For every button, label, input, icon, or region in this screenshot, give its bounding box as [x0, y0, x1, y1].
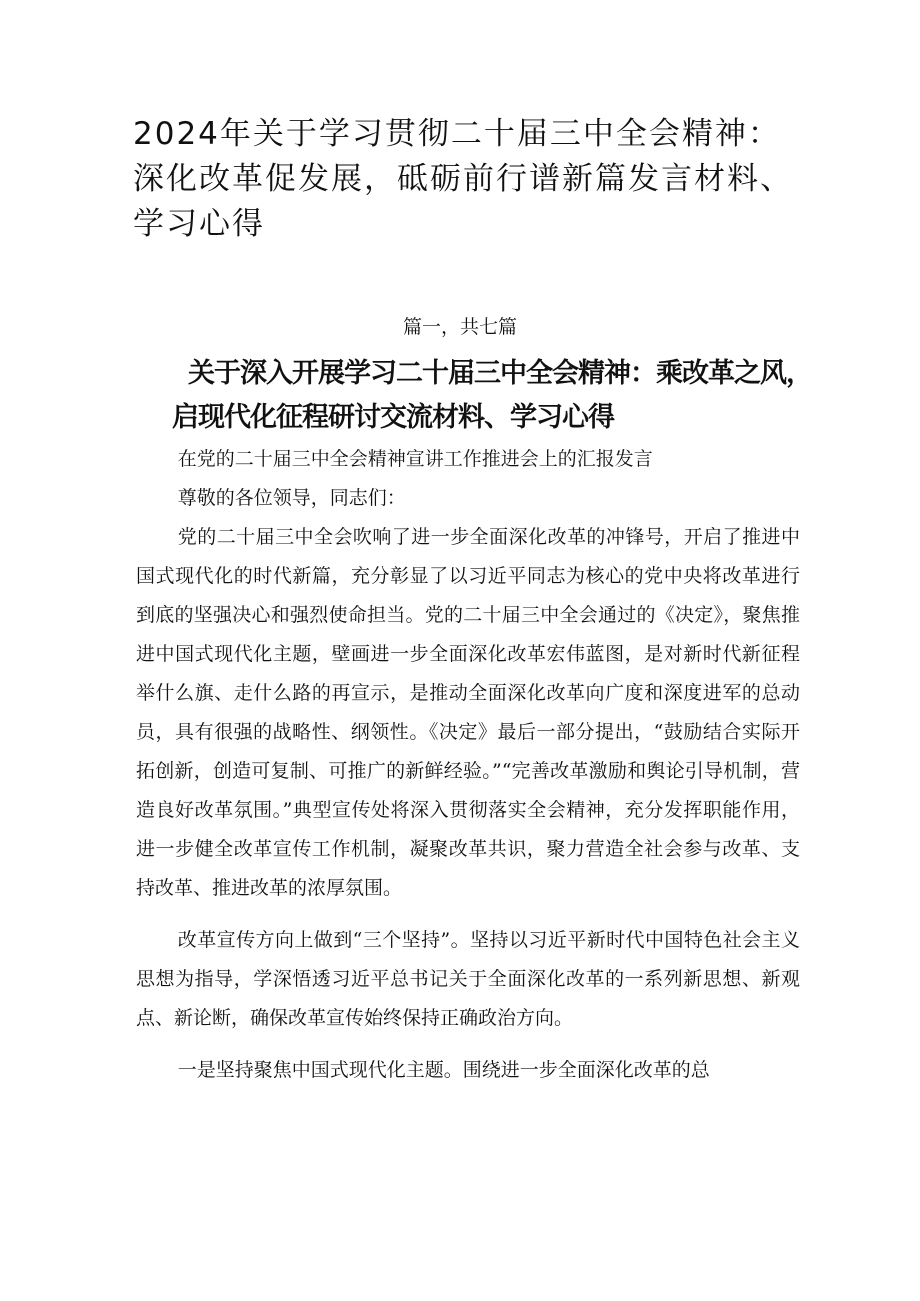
paragraph-intro: 党的二十届三中全会吹响了进一步全面深化改革的冲锋号，开启了推进中国式现代化的时代新篇，充分彰显了以习近平同志为核心的党中央将改革进行到底的坚强决心和强烈使命担当。党的二十届三中全会通过的《决定》，聚焦推进中国式现代化主题，壁画进一步全面深化改革宏伟蓝图，是对新时代新征程举什么旗、走什么路的再宣示，是推动全面深化改革向广度和深度进军的总动员，具有很强的战略性、纲领性。《决定》最后一部分提出，“鼓励结合实际开拓创新，创造可复制、可推广的新鲜经验。”“完善改革激励和舆论引导机制，营造良好改革氛围。”典型宣传处将深入贯彻落实全会精神，充分发挥职能作用，进一步健全改革宣传工作机制，凝聚改革共识，聚力营造全社会参与改革、支持改革、推进改革的浓厚氛围。 — [136, 526, 800, 899]
paragraph-report-heading: 在党的二十届三中全会精神宣讲工作推进会上的汇报发言 — [177, 448, 653, 470]
paragraph-salutation: 尊敬的各位领导，同志们： — [177, 487, 406, 509]
paragraph-direction: 改革宣传方向上做到“三个坚持”。坚持以习近平新时代中国特色社会主义思想为指导，学深悟透习近平总书记关于全面深化改革的一系列新思想、新观点、新论断，确保改革宣传始终保持正确政治方向。 — [136, 929, 800, 1029]
document-title: 2024年关于学习贯彻二十届三中全会精神：深化改革促发展，砥砺前行谱新篇发言材料、学习心得 — [133, 116, 793, 242]
document-body — [136, 440, 800, 1090]
section-title-line-2: 启现代化征程研讨交流材料、学习心得 — [172, 402, 614, 433]
part-label: 篇一，共七篇 — [402, 316, 517, 338]
section-title-line-1: 关于深入开展学习二十届三中全会精神：乘改革之风， — [188, 358, 812, 389]
section-title — [172, 352, 812, 440]
paragraph-point-one: 一是坚持聚焦中国式现代化主题。围绕进一步全面深化改革的总 — [177, 1059, 710, 1081]
